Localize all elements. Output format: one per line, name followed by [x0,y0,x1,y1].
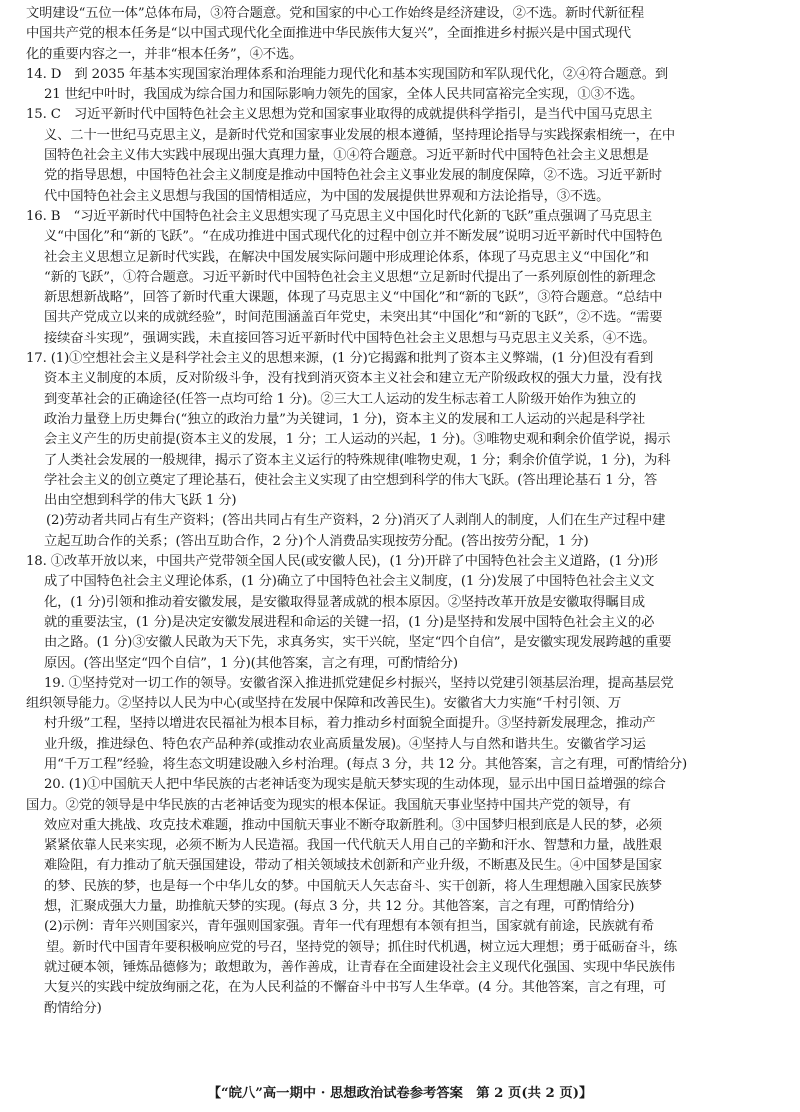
text-line: 了人类社会发展的一般规律，揭示了资本主义运行的特殊规律(唯物史观，1 分；剩余价值学说，1 分)，为科 [44,452,671,468]
text-line: 难险阻，有力推动了航天强国建设，带动了相关领域技术创新和产业升级，不断惠及民生。④中国梦是国家 [44,858,662,874]
text-line: 接续奋斗实现”，强调实践，未直接回答习近平新时代中国特色社会主义思想与马克思主义关系，④不选。 [44,330,656,346]
text-line: 望。新时代中国青年要积极响应党的号召，坚持党的领导；抓住时代机遇，树立远大理想；勇于砥砺奋斗，练 [46,939,678,955]
text-line: 大复兴的实践中绽放绚丽之花，在为人民利益的不懈奋斗中书写人生华章。(4 分。其他答案，言之有理，可 [44,980,667,996]
text-line: 村升级”工程，坚持以增进农民福祉为根本目标，着力推动乡村面貌全面提升。③坚持新发展理念，推动产 [44,716,656,732]
text-line: (2)劳动者共同占有生产资料；(答出共同占有生产资料，2 分)消灭了人剥削人的制度，人们在生产过程中建 [46,513,666,529]
text-line: 紧紧依靠人民来实现，必须不断为人民造福。我国一代代航天人用自己的辛勤和汗水、智慧和力量，战胜艰 [44,838,662,854]
text-line: “新的飞跃”，①符合题意。习近平新时代中国特色社会主义思想“立足新时代提出了一系列原创性的新理念 [44,269,656,285]
text-line: 效应对重大挑战、攻克技术难题，推动中国航天事业不断夺取新胜利。③中国梦归根到底是人民的梦，必须 [44,817,662,833]
text-line: 国力。②党的领导是中华民族的古老神话变为现实的根本保证。我国航天事业坚持中国共产党的领导，有 [26,797,631,813]
text-line: 义“中国化”和“新的飞跃”。“在成功推进中国式现代化的过程中创立并不断发展”说明习近平新时代中国特色 [44,229,663,245]
text-line: 学社会主义的创立奠定了理论基石，使社会主义实现了由空想到科学的伟大飞跃。(答出理论基石 1 分，答 [44,472,658,488]
text-line: 17. (1)①空想社会主义是科学社会主义的思想来源，(1 分)它揭露和批判了资本主义弊端，(1 分)但没有看到 [26,351,654,367]
text-line: 14. D 到 2035 年基本实现国家治理体系和治理能力现代化和基本实现国防和军队现代化，②④符合题意。到 [26,66,668,82]
answer-text-body [26,4,770,1019]
text-line: 16. B “习近平新时代中国特色社会主义思想实现了马克思主义中国化时代化新的飞跃”重点强调了马克思主 [26,208,653,224]
text-line: 19. ①坚持党对一切工作的领导。安徽省深入推进抓党建促乡村振兴，坚持以党建引领基层治理，提高基层党 [44,675,674,691]
text-line: 国特色社会主义伟大实践中展现出强大真理力量，①④符合题意。习近平新时代中国特色社会主义思想是 [44,148,649,164]
text-line: 化的重要内容之一，并非“根本任务”，④不选。 [26,46,303,62]
text-line: 就的重要法宝，(1 分)是决定安徽发展进程和命运的关键一招，(1 分)是坚持和发展中国特色社会主义的必 [44,614,655,630]
text-line: 到变革社会的正确途径(任答一点均可给 1 分)。②三大工人运动的发生标志着工人阶级开始作为独立的 [44,391,636,407]
text-line: 酌情给分) [44,1000,102,1016]
text-line: 15. C 习近平新时代中国特色社会主义思想为党和国家事业取得的成就提供科学指引，是当代中国马克思主 [26,107,653,123]
text-line: 成了中国特色社会主义理论体系，(1 分)确立了中国特色社会主义制度，(1 分)发展了中国特色社会主义文 [44,574,655,590]
text-line: 就过硬本领，锤炼品德修为；敢想敢为，善作善成，让青春在全面建设社会主义现代化强国、实现中华民族伟 [44,959,676,975]
text-line: 业升级，推进绿色、特色农产品种养(或推动农业高质量发展)。④坚持人与自然和谐共生。安徽省学习运 [44,736,646,752]
text-line: 会主义产生的历史前提(资本主义的发展，1 分；工人运动的兴起，1 分)。③唯物史观和剩余价值学说，揭示 [44,432,671,448]
text-line: 用“千万工程”经验，将生态文明建设融入乡村治理。(每点 3 分，共 12 分。其他答案，言之有理，可酌情给分) [44,756,688,772]
text-line: 中国共产党的根本任务是“以中国式现代化全面推进中华民族伟大复兴”，全面推进乡村振兴是中国式现代 [26,26,631,42]
page-footer: 【“皖八”高一期中 · 思想政治试卷参考答案 第 2 页(共 2 页)】 [207,1086,593,1101]
text-line: 代中国特色社会主义思想与我国的国情相适应，为中国的发展提供世界观和方法论指导，③不选。 [44,188,610,204]
text-line: 20. (1)①中国航天人把中华民族的古老神话变为现实是航天梦实现的生动体现，显示出中国日益增强的综合 [44,777,666,793]
text-line: 由之路。(1 分)③安徽人民敢为天下先，求真务实，实干兴皖，坚定“四个自信”，是安徽实现发展跨越的重要 [44,635,672,651]
text-line: 出由空想到科学的伟大飞跃 1 分) [44,493,237,509]
text-line: 国共产党成立以来的成就经验”，时间范围涵盖百年党史，未突出其“中国化”和“新的飞跃”，②不选。“需要 [44,310,663,326]
text-line: 义、二十一世纪马克思主义，是新时代党和国家事业发展的根本遵循，坚持理论指导与实践探索相统一，在中 [44,127,676,143]
text-line: 21 世纪中叶时，我国成为综合国力和国际影响力领先的国家，全体人民共同富裕完全实现，①③不选。 [44,87,644,103]
text-line: 组织领导能力。②坚持以人民为中心(或坚持在发展中保障和改善民生)。安徽省大力实施“千村引领、万 [26,696,622,712]
text-line: 18. ①改革开放以来，中国共产党带领全国人民(或安徽人民)，(1 分)开辟了中国特色社会主义道路，(1 分)形 [26,554,658,570]
text-line: 化，(1 分)引领和推动着安徽发展，是安徽取得显著成就的根本原因。②坚持改革开放是安徽取得瞩目成 [44,594,645,610]
text-line: 的梦、民族的梦，也是每一个中华儿女的梦。中国航天人矢志奋斗、实干创新，将人生理想融入国家民族梦 [44,878,662,894]
text-line: 新思想新战略”，回答了新时代重大课题，体现了马克思主义“中国化”和“新的飞跃”，③符合题意。“总结中 [44,290,663,306]
text-line: 党的指导思想，中国特色社会主义制度是推动中国特色社会主义事业发展的制度保障，②不选。习近平新时 [44,168,662,184]
text-line: 社会主义思想立足新时代实践，在解决中国发展实际问题中形成理论体系，体现了马克思主义“中国化”和 [44,249,649,265]
text-line: 原因。(答出坚定“四个自信”，1 分)(其他答案，言之有理，可酌情给分) [44,655,458,671]
text-line: 资本主义制度的本质，反对阶级斗争，没有找到消灭资本主义社会和建立无产阶级政权的强大力量，没有找 [44,371,662,387]
text-line: 政治力量登上历史舞台(“独立的政治力量”为关键词，1 分)，资本主义的发展和工人运动的兴起是科学社 [44,411,646,427]
text-line: 想，汇聚成强大力量，助推航天梦的实现。(每点 3 分，共 12 分。其他答案，言之有理，可酌情给分) [44,899,635,915]
text-line: 文明建设“五位一体”总体布局，③符合题意。党和国家的中心工作始终是经济建设，②不选。新时代新征程 [26,6,645,21]
text-line: 立起互助合作的关系；(答出互助合作，2 分)个人消费品实现按劳分配。(答出按劳分配，1 分) [44,533,589,549]
text-line: (2)示例：青年兴则国家兴，青年强则国家强。青年一代有理想有本领有担当，国家就有前途，民族就有希 [44,919,654,935]
